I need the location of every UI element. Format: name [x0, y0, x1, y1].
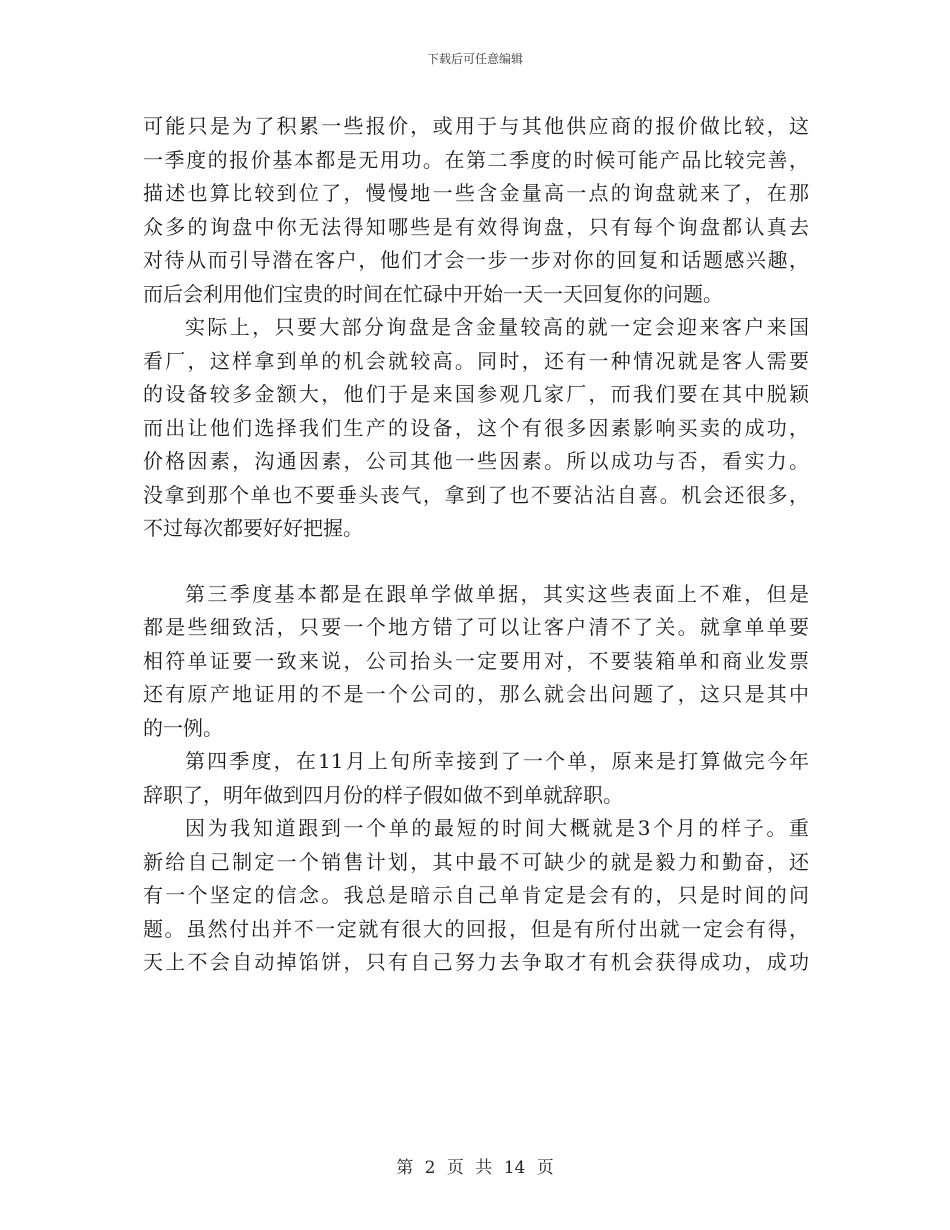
paragraph-3: [143, 578, 809, 746]
text-line: 价格因素，沟通因素，公司其他一些因素。所以成功与否，看实力。: [143, 449, 809, 473]
text-line: 因为我知道跟到一个单的最短的时间大概就是3个月的样子。重: [185, 816, 809, 840]
document-body: [143, 110, 809, 980]
text-line: 众多的询盘中你无法得知哪些是有效得询盘，只有每个询盘都认真去: [143, 214, 809, 239]
text-line: 而后会利用他们宝贵的时间在忙碌中开始一天一天回复你的问题。: [143, 281, 723, 306]
text-line: 还有原产地证用的不是一个公司的，那么就会出问题了，这只是其中: [143, 682, 809, 706]
text-line: 一季度的报价基本都是无用功。在第二季度的时候可能产品比较完善，: [143, 147, 809, 172]
paragraph-1: [143, 110, 809, 311]
page-number: 第 2 页 共 14 页: [396, 1158, 554, 1178]
text-line: 题。虽然付出并不一定就有很大的回报，但是有所付出就一定会有得，: [143, 916, 809, 941]
paragraph-gap: [143, 546, 809, 578]
text-line: 的设备较多金额大，他们于是来国参观几家厂，而我们要在其中脱颖: [143, 382, 809, 406]
text-line: 新给自己制定一个销售计划，其中最不可缺少的就是毅力和勤奋，还: [143, 849, 809, 874]
text-line: 第三季度基本都是在跟单学做单据，其实这些表面上不难，但是: [185, 581, 809, 606]
text-line: 都是些细致活，只要一个地方错了可以让客户清不了关。就拿单单要: [143, 615, 809, 639]
text-line: 而出让他们选择我们生产的设备，这个有很多因素影响买卖的成功，: [143, 415, 809, 440]
text-line: 实际上，只要大部分询盘是含金量较高的就一定会迎来客户来国: [185, 315, 809, 339]
paragraph-2: [143, 311, 809, 546]
text-line: 第四季度，在11月上旬所幸接到了一个单，原来是打算做完今年: [185, 749, 809, 773]
text-line: 描述也算比较到位了，慢慢地一些含金量高一点的询盘就来了，在那: [143, 181, 809, 205]
paragraph-4: [143, 745, 809, 812]
paragraph-5: [143, 812, 809, 980]
text-line: 对待从而引导潜在客户，他们才会一步一步对你的回复和话题感兴趣，: [143, 248, 809, 272]
text-line: 相符单证要一致来说，公司抬头一定要用对，不要装箱单和商业发票: [143, 648, 809, 673]
text-line: 没拿到那个单也不要垂头丧气，拿到了也不要沾沾自喜。机会还很多，: [143, 482, 809, 507]
page-header: 下载后可任意编辑: [426, 52, 523, 66]
text-line: 不过每次都要好好把握。: [143, 516, 363, 540]
text-line: 辞职了，明年做到四月份的样子假如做不到单就辞职。: [143, 782, 623, 807]
text-line: 的一例。: [143, 715, 223, 740]
text-line: 天上不会自动掉馅饼，只有自己努力去争取才有机会获得成功，成功: [143, 950, 809, 974]
text-line: 看厂，这样拿到单的机会就较高。同时，还有一种情况就是客人需要: [143, 348, 809, 373]
text-line: 有一个坚定的信念。我总是暗示自己单肯定是会有的，只是时间的问: [143, 883, 809, 907]
text-line: 可能只是为了积累一些报价，或用于与其他供应商的报价做比较，这: [143, 114, 809, 138]
